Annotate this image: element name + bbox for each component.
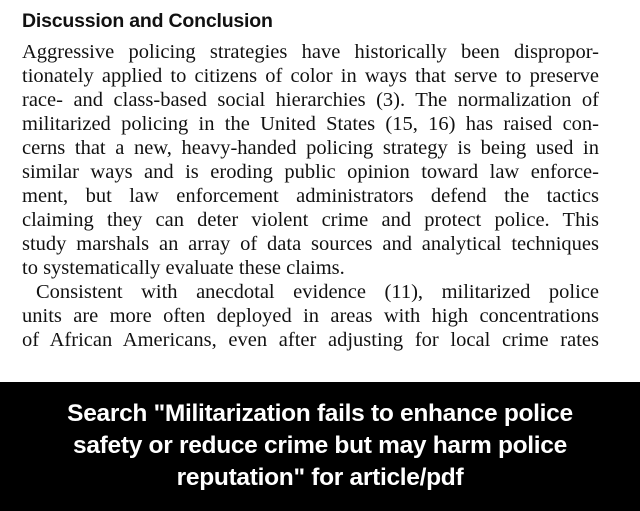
banner-text-line: reputation" for article/pdf xyxy=(176,464,464,491)
paragraph-1-line: claiming they can deter violent crime and protect police. This xyxy=(22,209,599,231)
paragraph-1-line: race- and class-based social hierarchies (3). The normalization of xyxy=(22,89,599,111)
paragraph-1-line: militarized policing in the United States (15, 16) has raised con- xyxy=(22,113,599,135)
paragraph-1-line: tionately applied to citizens of color in ways that serve to preserve xyxy=(22,65,599,87)
banner-text-line: safety or reduce crime but may harm police xyxy=(73,432,567,459)
paragraph-2-line: of African Americans, even after adjusting for local crime rates xyxy=(22,329,599,351)
paragraph-1-line: cerns that a new, heavy-handed policing strategy is being used in xyxy=(22,137,599,159)
search-banner[interactable] xyxy=(0,382,640,511)
paragraph-2-line: Consistent with anecdotal evidence (11), militarized police xyxy=(36,281,599,303)
banner-text-line: Search "Militarization fails to enhance police xyxy=(67,400,573,427)
section-heading: Discussion and Conclusion xyxy=(22,10,273,32)
paragraph-1-line: similar ways and is eroding public opinion toward law enforce- xyxy=(22,161,599,183)
paragraph-1-line: study marshals an array of data sources and analytical techniques xyxy=(22,233,599,255)
paragraph-2-line: units are more often deployed in areas with high concentrations xyxy=(22,305,599,327)
paragraph-1-line: ment, but law enforcement administrators defend the tactics xyxy=(22,185,599,207)
paragraph-1-line: to systematically evaluate these claims. xyxy=(22,257,345,279)
paragraph-1-line: Aggressive policing strategies have historically been dispropor- xyxy=(22,41,599,63)
